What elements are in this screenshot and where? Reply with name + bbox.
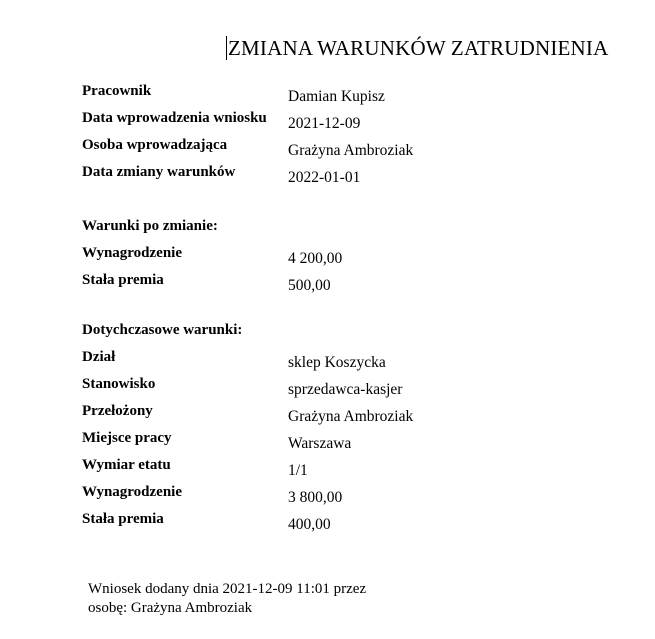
label-old-stala-premia: Stała premia xyxy=(82,511,164,527)
label-old-wynagrodzenie: Wynagrodzenie xyxy=(82,484,182,500)
footer-note-line1: Wniosek dodany dnia 2021-12-09 11:01 przez xyxy=(88,581,367,597)
label-data-zmiany: Data zmiany warunków xyxy=(82,164,236,180)
text-caret xyxy=(226,36,227,60)
field-row-data-wprowadzenia xyxy=(82,110,642,137)
section-header-dotychczasowe-warunki: Dotychczasowe warunki: xyxy=(82,322,243,338)
label-pracownik: Pracownik xyxy=(82,83,152,99)
field-row-miejsce-pracy xyxy=(82,430,642,457)
section-request-info xyxy=(82,83,642,191)
field-row-stanowisko xyxy=(82,376,642,403)
field-row-old-stala-premia xyxy=(82,511,642,538)
value-old-stala-premia: 400,00 xyxy=(288,516,331,533)
field-row-dzial xyxy=(82,349,642,376)
value-stanowisko: sprzedawca-kasjer xyxy=(288,381,403,398)
section-header-warunki-po-zmianie: Warunki po zmianie: xyxy=(82,218,218,234)
footer-note-line2: osobę: Grażyna Ambroziak xyxy=(88,600,253,616)
value-old-wynagrodzenie: 3 800,00 xyxy=(288,489,343,506)
field-row-pracownik xyxy=(82,83,642,110)
value-new-stala-premia: 500,00 xyxy=(288,277,331,294)
value-data-zmiany: 2022-01-01 xyxy=(288,169,361,186)
value-przelozony: Grażyna Ambroziak xyxy=(288,408,414,425)
value-pracownik: Damian Kupisz xyxy=(288,88,385,105)
value-wymiar-etatu: 1/1 xyxy=(288,462,308,479)
value-new-wynagrodzenie: 4 200,00 xyxy=(288,250,343,267)
field-row-new-stala-premia xyxy=(82,272,642,299)
value-osoba-wprowadzajaca: Grażyna Ambroziak xyxy=(288,142,414,159)
label-dzial: Dział xyxy=(82,349,116,365)
label-osoba-wprowadzajaca: Osoba wprowadzająca xyxy=(82,137,228,153)
field-row-wymiar-etatu xyxy=(82,457,642,484)
document-title[interactable]: ZMIANA WARUNKÓW ZATRUDNIENIA xyxy=(228,36,609,60)
field-row-osoba-wprowadzajaca xyxy=(82,137,642,164)
value-miejsce-pracy: Warszawa xyxy=(288,435,352,452)
label-stanowisko: Stanowisko xyxy=(82,376,156,392)
field-row-old-wynagrodzenie xyxy=(82,484,642,511)
section-new-conditions xyxy=(82,218,642,299)
label-miejsce-pracy: Miejsce pracy xyxy=(82,430,172,446)
label-new-wynagrodzenie: Wynagrodzenie xyxy=(82,245,182,261)
footer-note xyxy=(88,580,366,618)
label-przelozony: Przełożony xyxy=(82,403,153,419)
label-data-wprowadzenia: Data wprowadzenia wniosku xyxy=(82,110,267,126)
field-row-new-wynagrodzenie xyxy=(82,245,642,272)
value-data-wprowadzenia: 2021-12-09 xyxy=(288,115,361,132)
field-row-data-zmiany xyxy=(82,164,642,191)
section-current-conditions xyxy=(82,322,642,538)
label-new-stala-premia: Stała premia xyxy=(82,272,164,288)
value-dzial: sklep Koszycka xyxy=(288,354,386,371)
label-wymiar-etatu: Wymiar etatu xyxy=(82,457,171,473)
field-row-przelozony xyxy=(82,403,642,430)
